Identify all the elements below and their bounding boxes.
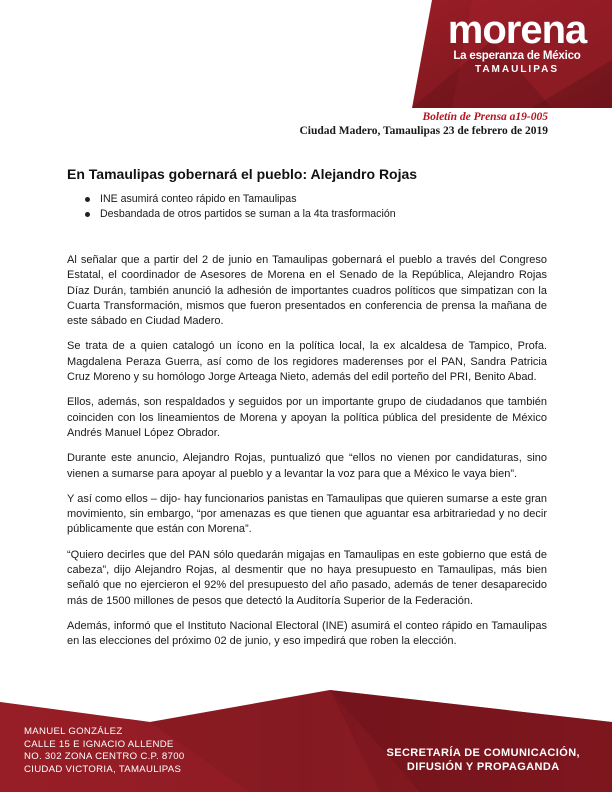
footer-band [0, 682, 612, 792]
paragraph: Durante este anuncio, Alejandro Rojas, puntualizó que “ellos no vienen por candidaturas, sino vienen a sumarse para apoyar al pueblo y a levantar la voz para que a México le vaya bien”. [67, 452, 547, 480]
logo-state: TAMAULIPAS [474, 64, 560, 75]
summary-bullet: INE asumirá conteo rápido en Tamaulipas [82, 192, 552, 207]
paragraph: “Quiero decirles que del PAN sólo quedarán migajas en Tamaulipas en este gobierno que está de cabeza”, dijo Alejandro Rojas, al desmentir que no haya presupuesto en Tamaulipas, más bien señaló que no ejercieron el 92% del presupuesto del año pasado, además de tener desaparecido más de 1500 millones de pesos que detectó la Auditoría Superior de la Federación. [67, 548, 547, 607]
paragraph: Al señalar que a partir del 2 de junio en Tamaulipas gobernará el pueblo a través del Congreso Estatal, el coordinador de Asesores de Morena en el Senado de la República, Alejandro Rojas Díaz Durán, también anunció la adhesión de importantes cuadros políticos que simpatizan con la Cuarta Transformación, mismos que fueron presentados en conferencia de prensa la mañana de este sábado en Ciudad Madero. [67, 254, 547, 328]
paragraph: Además, informó que el Instituto Nacional Electoral (INE) asumirá el conteo rápido en Tamaulipas en las elecciones del próximo 02 de junio, y eso impedirá que roben la elección. [67, 619, 547, 648]
bulletin-place-date: Ciudad Madero, Tamaulipas 23 de febrero de 2019 [299, 125, 548, 137]
logo-tagline: La esperanza de México [453, 50, 581, 62]
footer-address [24, 726, 184, 776]
bulletin-number: Boletín de Prensa a19-005 [422, 111, 548, 123]
paragraph: Ellos, además, son respaldados y seguidos por un importante grupo de ciudadanos que también coinciden con los lineamientos de Morena y apoyan la política pública del presidente de México Andrés Manuel López Obrador. [67, 396, 547, 439]
paragraph: Se trata de a quien catalogó un ícono en la política local, la ex alcaldesa de Tampico, Profa. Magdalena Peraza Guerra, así como de los regidores maderenses por el PAN, Sandra Patricia Cruz Moreno y su homólogo Jorge Arteaga Nieto, además del edil porteño del PRI, Benito Abad. [67, 340, 547, 384]
article-body [67, 253, 547, 660]
page-title: En Tamaulipas gobernará el pueblo: Alejandro Rojas [67, 166, 418, 182]
department-line: DIFUSIÓN Y PROPAGANDA [406, 761, 560, 773]
footer-department [386, 746, 580, 774]
summary-bullets [82, 192, 552, 222]
morena-logo [442, 10, 592, 75]
department-line: SECRETARÍA DE COMUNICACIÓN, [386, 747, 580, 759]
summary-bullet: Desbandada de otros partidos se suman a la 4ta trasformación [82, 207, 552, 222]
bulletin-meta [299, 110, 548, 138]
address-line: CIUDAD VICTORIA, TAMAULIPAS [24, 763, 182, 775]
address-line: NO. 302 ZONA CENTRO C.P. 8700 [24, 751, 185, 763]
address-line: CALLE 15 E IGNACIO ALLENDE [24, 738, 174, 750]
paragraph: Y así como ellos – dijo- hay funcionarios panistas en Tamaulipas que quieren sumarse a este gran movimiento, sin embargo, “por amenazas es que tienen que aguantar esa arbitrariedad y no decir públicamente que están con Morena”. [67, 492, 547, 536]
address-line: MANUEL GONZÁLEZ [24, 726, 123, 738]
logo-word: morena [447, 8, 587, 52]
header-band [412, 0, 612, 108]
